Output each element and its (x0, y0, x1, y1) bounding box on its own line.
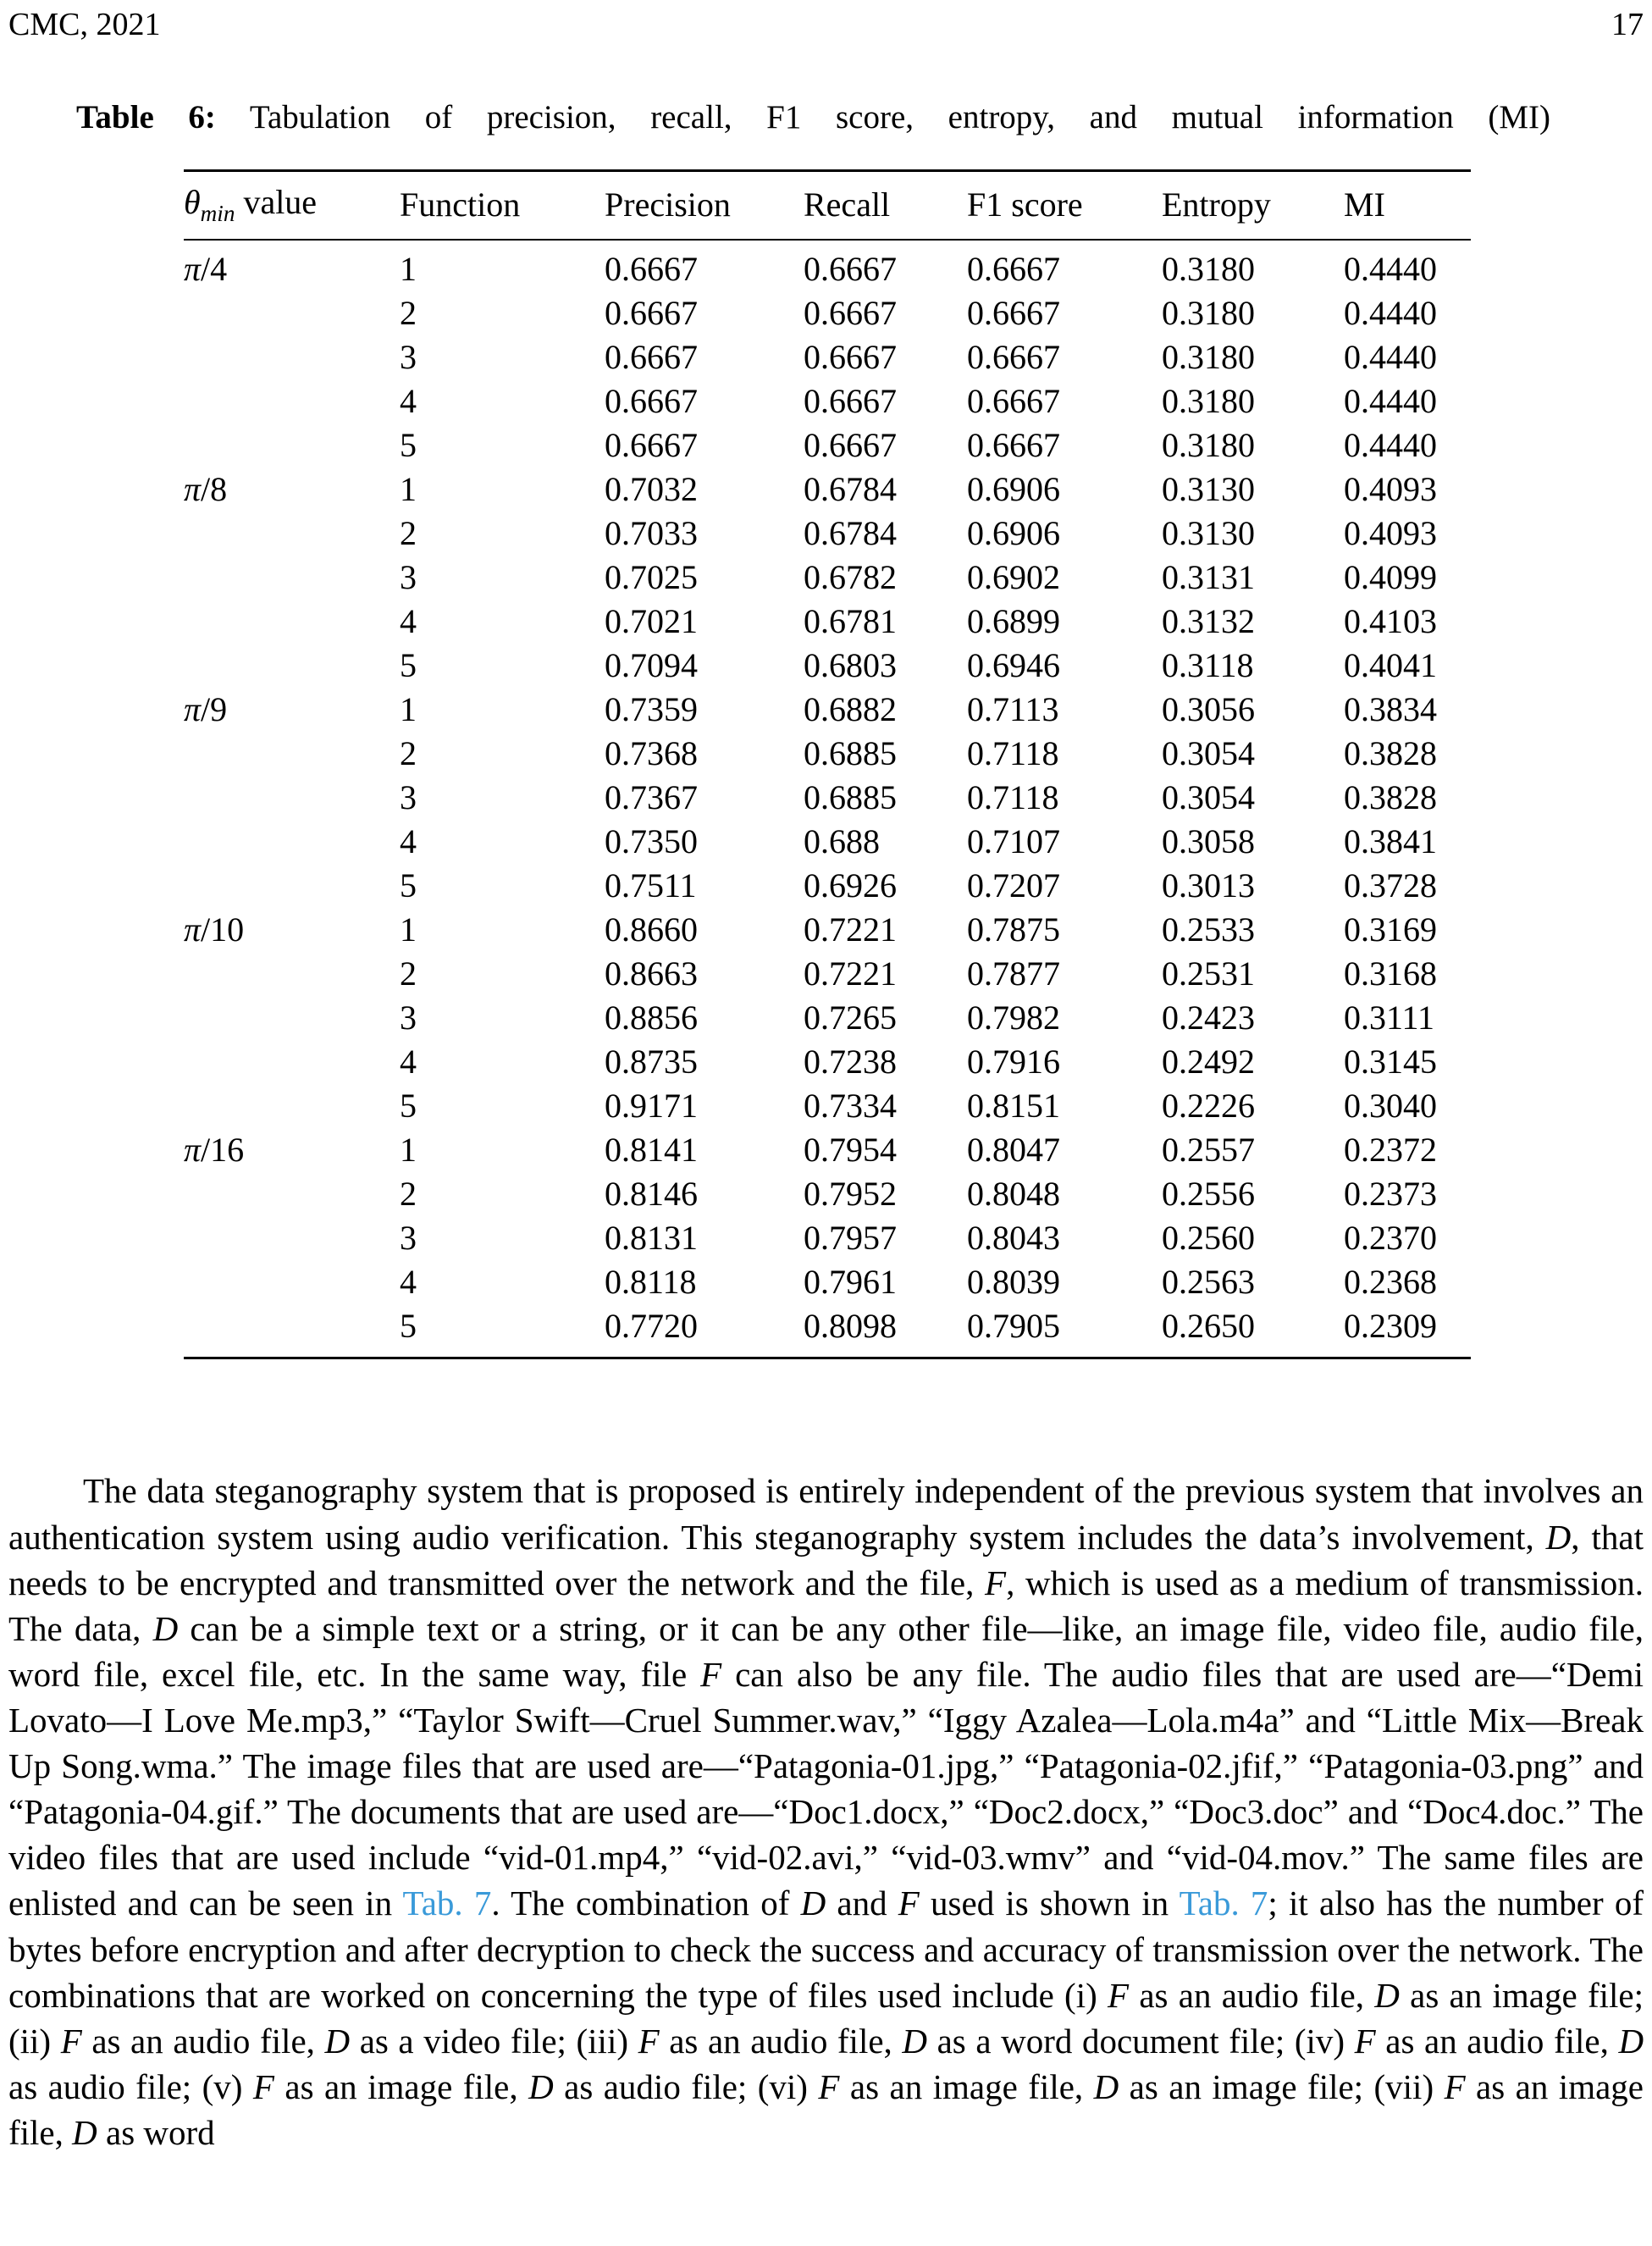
page-number: 17 (1611, 7, 1644, 42)
entropy-cell: 0.3054 (1162, 778, 1255, 817)
text-run: as an image file, (273, 2066, 529, 2106)
col-header-mi: MI (1344, 171, 1471, 241)
theta-value-cell (184, 379, 400, 423)
f1-cell: 0.7875 (967, 910, 1060, 949)
function-cell: 5 (400, 426, 417, 465)
mi-cell: 0.4041 (1344, 646, 1437, 685)
math-variable: D (800, 1884, 826, 1923)
entropy-cell: 0.3118 (1162, 646, 1254, 685)
mi-cell: 0.2372 (1344, 1131, 1437, 1170)
precision-cell: 0.7511 (605, 866, 697, 905)
table-header-row (184, 171, 1471, 241)
function-cell: 5 (400, 866, 417, 905)
recall-cell: 0.6667 (804, 338, 897, 377)
f1-cell: 0.7916 (967, 1043, 1060, 1082)
body-paragraph (8, 1468, 1644, 2155)
recall-cell: 0.6803 (804, 646, 897, 685)
function-cell: 3 (400, 999, 417, 1037)
precision-cell: 0.6667 (605, 382, 698, 421)
text-run: as a video file; (iii) (350, 2021, 638, 2061)
mi-cell: 0.4093 (1344, 470, 1437, 509)
function-cell: 2 (400, 1175, 417, 1214)
text-run: as an audio file, (81, 2021, 325, 2061)
math-variable: F (985, 1563, 1007, 1602)
text-run: as a word document file; (iv) (927, 2021, 1355, 2061)
mi-cell: 0.3169 (1344, 910, 1437, 949)
recall-cell: 0.7221 (804, 910, 897, 949)
recall-cell: 0.7238 (804, 1043, 897, 1082)
recall-cell: 0.688 (804, 822, 880, 861)
entropy-cell: 0.3131 (1162, 558, 1255, 597)
theta-value-cell: π/8 (184, 470, 228, 509)
math-variable: D (528, 2066, 554, 2106)
text-run: as audio file; (v) (8, 2066, 253, 2106)
math-variable: F (252, 2066, 274, 2106)
entropy-cell: 0.3180 (1162, 338, 1255, 377)
theta-value-cell (184, 864, 400, 908)
col-header-theta-value (184, 171, 400, 241)
table-caption-text: Tabulation of precision, recall, F1 score, entropy, and mutual information (MI) (215, 98, 1550, 136)
f1-cell: 0.6667 (967, 294, 1060, 333)
theta-value-cell (184, 996, 400, 1040)
entropy-cell: 0.3180 (1162, 250, 1255, 289)
theta-value-cell (184, 1172, 400, 1216)
table-row (184, 732, 1471, 776)
function-cell: 5 (400, 1307, 417, 1346)
entropy-cell: 0.2492 (1162, 1043, 1255, 1082)
text-run: . The combination of (491, 1884, 801, 1923)
theta-value-cell (184, 1260, 400, 1304)
recall-cell: 0.6667 (804, 426, 897, 465)
function-cell: 4 (400, 1043, 417, 1082)
col-header-precision: Precision (605, 171, 804, 241)
precision-cell: 0.6667 (605, 250, 698, 289)
precision-cell: 0.6667 (605, 338, 698, 377)
table-row (184, 291, 1471, 335)
col-header-entropy: Entropy (1162, 171, 1344, 241)
text-run: as an audio file, (1129, 1975, 1375, 2015)
math-variable: D (902, 2021, 927, 2061)
text-run: used is shown in (919, 1884, 1180, 1923)
function-cell: 5 (400, 1087, 417, 1126)
table-row (184, 1304, 1471, 1358)
precision-cell: 0.7025 (605, 558, 698, 597)
mi-cell: 0.2309 (1344, 1307, 1437, 1346)
col-header-f1-score: F1 score (967, 171, 1162, 241)
table-row (184, 1260, 1471, 1304)
math-variable: D (1093, 2066, 1119, 2106)
recall-cell: 0.7954 (804, 1131, 897, 1170)
theta-value-cell: π/4 (184, 250, 228, 289)
table-row (184, 644, 1471, 688)
theta-value-cell (184, 335, 400, 379)
recall-cell: 0.6667 (804, 250, 897, 289)
theta-value-cell (184, 732, 400, 776)
recall-cell: 0.7334 (804, 1087, 897, 1126)
results-table (184, 169, 1471, 1359)
entropy-cell: 0.3132 (1162, 602, 1255, 641)
table-row (184, 1172, 1471, 1216)
precision-cell: 0.8663 (605, 954, 698, 993)
recall-cell: 0.6885 (804, 734, 897, 773)
table-row (184, 600, 1471, 644)
precision-cell: 0.8118 (605, 1263, 697, 1302)
function-cell: 2 (400, 294, 417, 333)
f1-cell: 0.6667 (967, 338, 1060, 377)
mi-cell: 0.4099 (1344, 558, 1437, 597)
pi-symbol: π (184, 690, 202, 729)
f1-cell: 0.7118 (967, 734, 1059, 773)
table-row (184, 1128, 1471, 1172)
recall-cell: 0.6782 (804, 558, 897, 597)
function-cell: 1 (400, 910, 417, 949)
pi-symbol: π (184, 470, 202, 509)
f1-cell: 0.8039 (967, 1263, 1060, 1302)
math-variable: D (152, 1608, 179, 1648)
entropy-cell: 0.3056 (1162, 690, 1255, 729)
theta-value-cell (184, 423, 400, 467)
f1-cell: 0.7118 (967, 778, 1059, 817)
table-row (184, 864, 1471, 908)
table-row (184, 952, 1471, 996)
text-run: , that needs to be encrypted and transmitted over the network and the file, (8, 1517, 1644, 1602)
entropy-cell: 0.2557 (1162, 1131, 1255, 1170)
precision-cell: 0.8131 (605, 1219, 698, 1258)
f1-cell: 0.6667 (967, 250, 1060, 289)
f1-cell: 0.6899 (967, 602, 1060, 641)
function-cell: 3 (400, 778, 417, 817)
f1-cell: 0.7877 (967, 954, 1060, 993)
mi-cell: 0.2370 (1344, 1219, 1437, 1258)
math-variable: F (700, 1654, 722, 1694)
math-variable: D (324, 2021, 351, 2061)
text-run: as an image file, (8, 2066, 1644, 2153)
f1-cell: 0.6906 (967, 470, 1060, 509)
pi-symbol: π (184, 910, 202, 949)
f1-cell: 0.7113 (967, 690, 1059, 729)
mi-cell: 0.3728 (1344, 866, 1437, 905)
col-header-function: Function (400, 171, 605, 241)
running-head (8, 7, 1644, 44)
recall-cell: 0.6926 (804, 866, 897, 905)
f1-cell: 0.6667 (967, 426, 1060, 465)
table-row (184, 776, 1471, 820)
table-row (184, 423, 1471, 467)
table7-reference-link[interactable]: Tab. 7 (1179, 1884, 1268, 1923)
function-cell: 4 (400, 382, 417, 421)
function-cell: 1 (400, 690, 417, 729)
theta-value-cell (184, 1084, 400, 1128)
precision-cell: 0.7032 (605, 470, 698, 509)
theta-value-cell (184, 1216, 400, 1260)
text-run: as an audio file, (659, 2021, 903, 2061)
entropy-cell: 0.2533 (1162, 910, 1255, 949)
entropy-cell: 0.2226 (1162, 1087, 1255, 1126)
f1-cell: 0.7107 (967, 822, 1060, 861)
table-row (184, 556, 1471, 600)
mi-cell: 0.3145 (1344, 1043, 1437, 1082)
recall-cell: 0.6885 (804, 778, 897, 817)
table-row (184, 1040, 1471, 1084)
theta-value-cell (184, 644, 400, 688)
theta-value-cell (184, 776, 400, 820)
function-cell: 4 (400, 1263, 417, 1302)
f1-cell: 0.6906 (967, 514, 1060, 553)
math-variable: F (638, 2021, 660, 2061)
precision-cell: 0.8856 (605, 999, 698, 1037)
mi-cell: 0.4103 (1344, 602, 1437, 641)
table-caption (76, 98, 1550, 138)
math-variable: F (898, 1884, 920, 1923)
mi-cell: 0.3040 (1344, 1087, 1437, 1126)
precision-cell: 0.7094 (605, 646, 698, 685)
math-variable: D (1618, 2021, 1644, 2061)
math-variable: F (818, 2066, 840, 2106)
math-variable: F (1108, 1975, 1130, 2015)
f1-cell: 0.6902 (967, 558, 1060, 597)
function-cell: 3 (400, 558, 417, 597)
precision-cell: 0.7368 (605, 734, 698, 773)
table7-reference-link[interactable]: Tab. 7 (402, 1884, 492, 1923)
f1-cell: 0.8048 (967, 1175, 1060, 1214)
table-row (184, 688, 1471, 732)
mi-cell: 0.3828 (1344, 734, 1437, 773)
entropy-cell: 0.3130 (1162, 514, 1255, 553)
entropy-cell: 0.3013 (1162, 866, 1255, 905)
recall-cell: 0.6882 (804, 690, 897, 729)
precision-cell: 0.9171 (605, 1087, 698, 1126)
mi-cell: 0.4093 (1344, 514, 1437, 553)
table-row (184, 908, 1471, 952)
f1-cell: 0.6946 (967, 646, 1060, 685)
recall-cell: 0.6784 (804, 470, 897, 509)
mi-cell: 0.2373 (1344, 1175, 1437, 1214)
entropy-cell: 0.2423 (1162, 999, 1255, 1037)
function-cell: 1 (400, 1131, 417, 1170)
theta-subscript: min (200, 201, 235, 227)
theta-value-cell: π/16 (184, 1131, 245, 1170)
entropy-cell: 0.3054 (1162, 734, 1255, 773)
mi-cell: 0.4440 (1344, 338, 1437, 377)
function-cell: 1 (400, 250, 417, 289)
precision-cell: 0.8660 (605, 910, 698, 949)
table-row (184, 467, 1471, 512)
theta-symbol: θ (184, 183, 201, 222)
math-variable: D (72, 2113, 97, 2153)
precision-cell: 0.6667 (605, 294, 698, 333)
mi-cell: 0.4440 (1344, 294, 1437, 333)
mi-cell: 0.3111 (1344, 999, 1435, 1037)
text-run: ; it also has the number of bytes before encryption and after decryption to check the success and accuracy of transmission over the network. The combinations that are worked on concerning the type of files used include (i) (8, 1884, 1644, 2015)
theta-value-cell: π/9 (184, 690, 228, 729)
theta-value-cell (184, 1304, 400, 1358)
table-row (184, 512, 1471, 556)
function-cell: 4 (400, 602, 417, 641)
function-cell: 4 (400, 822, 417, 861)
mi-cell: 0.2368 (1344, 1263, 1437, 1302)
entropy-cell: 0.3058 (1162, 822, 1255, 861)
entropy-cell: 0.2563 (1162, 1263, 1255, 1302)
precision-cell: 0.7367 (605, 778, 698, 817)
table-row (184, 379, 1471, 423)
function-cell: 2 (400, 734, 417, 773)
precision-cell: 0.7359 (605, 690, 698, 729)
table-row (184, 335, 1471, 379)
table-row (184, 240, 1471, 291)
recall-cell: 0.7265 (804, 999, 897, 1037)
theta-value-cell (184, 952, 400, 996)
text-run: as an audio file, (1375, 2021, 1619, 2061)
table-row (184, 820, 1471, 864)
entropy-cell: 0.3180 (1162, 426, 1255, 465)
precision-cell: 0.8146 (605, 1175, 698, 1214)
entropy-cell: 0.3130 (1162, 470, 1255, 509)
text-run: can also be any file. The audio files that are used are—“Demi Lovato—I Love Me.mp3,” “Taylor Swift—Cruel Summer.wav,” “Iggy Azalea—Lola.m4a” and “Little Mix—Break Up Song.wma.” The image files that are used are—“Patagonia-01.jpg,” “Patagonia-02.jfif,” “Patagonia-03.png” and “Patagonia-04.gif.” The documents that are used are—“Doc1.docx,” “Doc2.docx,” “Doc3.doc” and “Doc4.doc.” The video files that are used include “vid-01.mp4,” “vid-02.avi,” “vid-03.wmv” and “vid-04.mov.” The same files are enlisted and can be seen in (8, 1654, 1644, 1923)
text-run: The data steganography system that is proposed is entirely independent of the previous system that involves an authentication system using audio verification. This steganography system includes the data’s involvement, (8, 1471, 1644, 1557)
table-row (184, 1216, 1471, 1260)
entropy-cell: 0.2556 (1162, 1175, 1255, 1214)
pi-symbol: π (184, 1131, 202, 1170)
recall-cell: 0.6667 (804, 382, 897, 421)
journal-name: CMC, 2021 (8, 7, 161, 42)
mi-cell: 0.3168 (1344, 954, 1437, 993)
math-variable: D (1545, 1517, 1572, 1557)
precision-cell: 0.8735 (605, 1043, 698, 1082)
precision-cell: 0.7021 (605, 602, 698, 641)
recall-cell: 0.6781 (804, 602, 897, 641)
function-cell: 2 (400, 514, 417, 553)
math-variable: F (60, 2021, 82, 2061)
text-run: as an image file; (vii) (1119, 2066, 1445, 2106)
entropy-cell: 0.2560 (1162, 1219, 1255, 1258)
theta-value-cell (184, 291, 400, 335)
mi-cell: 0.4440 (1344, 426, 1437, 465)
precision-cell: 0.7033 (605, 514, 698, 553)
text-run: as an image file; (ii) (8, 1975, 1644, 2061)
theta-value-cell (184, 512, 400, 556)
recall-cell: 0.6784 (804, 514, 897, 553)
recall-cell: 0.7961 (804, 1263, 897, 1302)
pi-symbol: π (184, 250, 202, 289)
mi-cell: 0.3834 (1344, 690, 1437, 729)
f1-cell: 0.7207 (967, 866, 1060, 905)
entropy-cell: 0.3180 (1162, 294, 1255, 333)
recall-cell: 0.6667 (804, 294, 897, 333)
theta-value-cell (184, 600, 400, 644)
entropy-cell: 0.3180 (1162, 382, 1255, 421)
recall-cell: 0.7221 (804, 954, 897, 993)
math-variable: D (1374, 1975, 1400, 2015)
text-run: as audio file; (vi) (553, 2066, 819, 2106)
text-run: as an image file, (839, 2066, 1094, 2106)
precision-cell: 0.6667 (605, 426, 698, 465)
theta-value-cell: π/10 (184, 910, 245, 949)
math-variable: F (1354, 2021, 1376, 2061)
entropy-cell: 0.2650 (1162, 1307, 1255, 1346)
precision-cell: 0.7720 (605, 1307, 698, 1346)
precision-cell: 0.8141 (605, 1131, 698, 1170)
mi-cell: 0.4440 (1344, 382, 1437, 421)
precision-cell: 0.7350 (605, 822, 698, 861)
f1-cell: 0.6667 (967, 382, 1060, 421)
entropy-cell: 0.2531 (1162, 954, 1255, 993)
f1-cell: 0.8043 (967, 1219, 1060, 1258)
f1-cell: 0.8047 (967, 1131, 1060, 1170)
theta-value-cell (184, 820, 400, 864)
f1-cell: 0.7905 (967, 1307, 1060, 1346)
function-cell: 1 (400, 470, 417, 509)
function-cell: 2 (400, 954, 417, 993)
theta-value-cell (184, 1040, 400, 1084)
recall-cell: 0.8098 (804, 1307, 897, 1346)
theta-word: value (235, 183, 318, 222)
text-run: as word (97, 2113, 215, 2153)
mi-cell: 0.4440 (1344, 250, 1437, 289)
text-run: , which is used as a medium of transmission. The data, (8, 1563, 1644, 1648)
table-row (184, 1084, 1471, 1128)
col-header-recall: Recall (804, 171, 967, 241)
table-body (184, 240, 1471, 1358)
text-run: and (826, 1884, 898, 1923)
function-cell: 3 (400, 1219, 417, 1258)
function-cell: 5 (400, 646, 417, 685)
mi-cell: 0.3841 (1344, 822, 1437, 861)
table-caption-label: Table 6: (76, 98, 216, 136)
f1-cell: 0.8151 (967, 1087, 1060, 1126)
recall-cell: 0.7957 (804, 1219, 897, 1258)
math-variable: F (1444, 2066, 1466, 2106)
mi-cell: 0.3828 (1344, 778, 1437, 817)
text-run: can be a simple text or a string, or it can be any other file—like, an image file, video file, audio file, word file, excel file, etc. In the same way, file (8, 1608, 1644, 1694)
table-row (184, 996, 1471, 1040)
function-cell: 3 (400, 338, 417, 377)
theta-value-cell (184, 556, 400, 600)
f1-cell: 0.7982 (967, 999, 1060, 1037)
recall-cell: 0.7952 (804, 1175, 897, 1214)
